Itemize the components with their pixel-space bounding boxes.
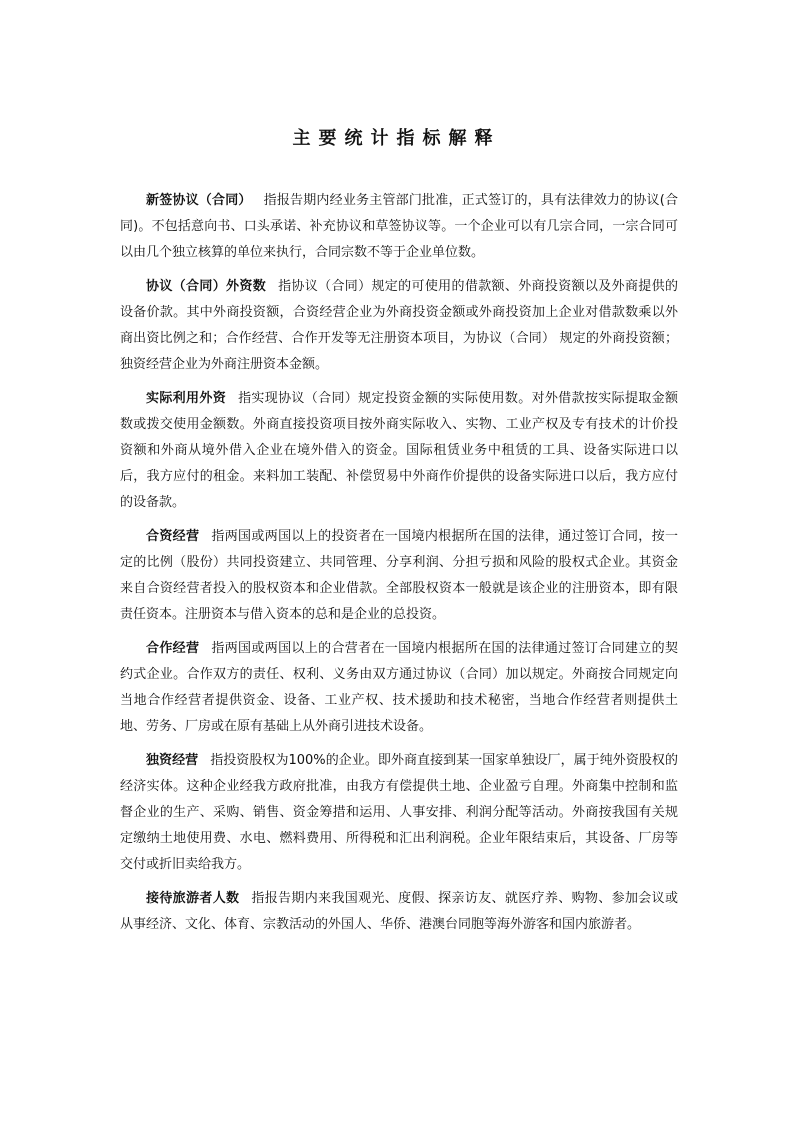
definition-text: 指投资股权为100%的企业。即外商直接到某一国家单独设厂，属于纯外资股权的经济实体。这种企业经我方政府批准，由我方有偿提供土地、企业盈亏自理。外商集中控制和监督企业的生产、采购、销售、资金筹措和运用、人事安排、利润分配等活动。外商按我国有关规定缴纳土地使用费、水电、燃料费用、所得税和汇出利润税。企业年限结束后，其设备、厂房等交付或折旧卖给我方。: [120, 753, 678, 872]
definitions-list: [120, 188, 678, 946]
definition-entry: [120, 886, 678, 938]
definition-entry: [120, 386, 678, 516]
definition-entry: [120, 274, 678, 378]
definition-text: 指协议（合同）规定的可使用的借款额、外商投资额以及外商提供的设备价款。其中外商投资额，合资经营企业为外商投资金额或外商投资加上企业对借款数乘以外商出资比例之和；合作经营、合作开发等无注册资本项目，为协议（合同） 规定的外商投资额；独资经营企业为外商注册资本金额。: [120, 279, 678, 372]
definition-term: 接待旅游者人数: [146, 891, 240, 906]
definition-term: 独资经营: [146, 753, 199, 768]
definition-term: 协议（合同）外资数: [146, 279, 267, 294]
definition-entry: [120, 748, 678, 878]
definition-term: 合资经营: [146, 529, 200, 544]
definition-text: 指两国或两国以上的投资者在一国境内根据所在国的法律，通过签订合同，按一定的比例（股份）共同投资建立、共同管理、分享利润、分担亏损和风险的股权式企业。其资金来自合资经营者投入的股权资本和企业借款。全部股权资本一般就是该企业的注册资本，即有限责任资本。注册资本与借入资本的总和是企业的总投资。: [120, 529, 678, 622]
definition-entry: [120, 524, 678, 628]
definition-text: 指实现协议（合同）规定投资金额的实际使用数。对外借款按实际提取金额数或拨交使用金额数。外商直接投资项目按外商实际收入、实物、工业产权及专有技术的计价投资额和外商从境外借入企业在境外借入的资金。国际租赁业务中租赁的工具、设备实际进口以后，我方应付的租金。来料加工装配、补偿贸易中外商作价提供的设备实际进口以后，我方应付的设备款。: [120, 391, 678, 510]
definition-entry: [120, 636, 678, 740]
definition-text: 指报告期内来我国观光、度假、探亲访友、就医疗养、购物、参加会议或从事经济、文化、体育、宗教活动的外国人、华侨、港澳台同胞等海外游客和国内旅游者。: [120, 891, 678, 932]
definition-entry: [120, 188, 678, 266]
definition-term: 合作经营: [146, 641, 200, 656]
page-title: 主要统计指标解释: [292, 128, 501, 149]
definition-text: 指报告期内经业务主管部门批准，正式签订的，具有法律效力的协议(合同)。不包括意向书、口头承诺、补充协议和草签协议等。一个企业可以有几宗合同，一宗合同可以由几个独立核算的单位来执行，合同宗数不等于企业单位数。: [120, 193, 678, 260]
definition-text: 指两国或两国以上的合营者在一国境内根据所在国的法律通过签订合同建立的契约式企业。合作双方的责任、权利、义务由双方通过协议（合同）加以规定。外商按合同规定向当地合作经营者提供资金、设备、工业产权、技术援助和技术秘密，当地合作经营者则提供土地、劳务、厂房或在原有基础上从外商引进技术设备。: [120, 641, 678, 734]
definition-term: 新签协议（合同）: [146, 193, 252, 208]
definition-term: 实际利用外资: [146, 391, 227, 406]
